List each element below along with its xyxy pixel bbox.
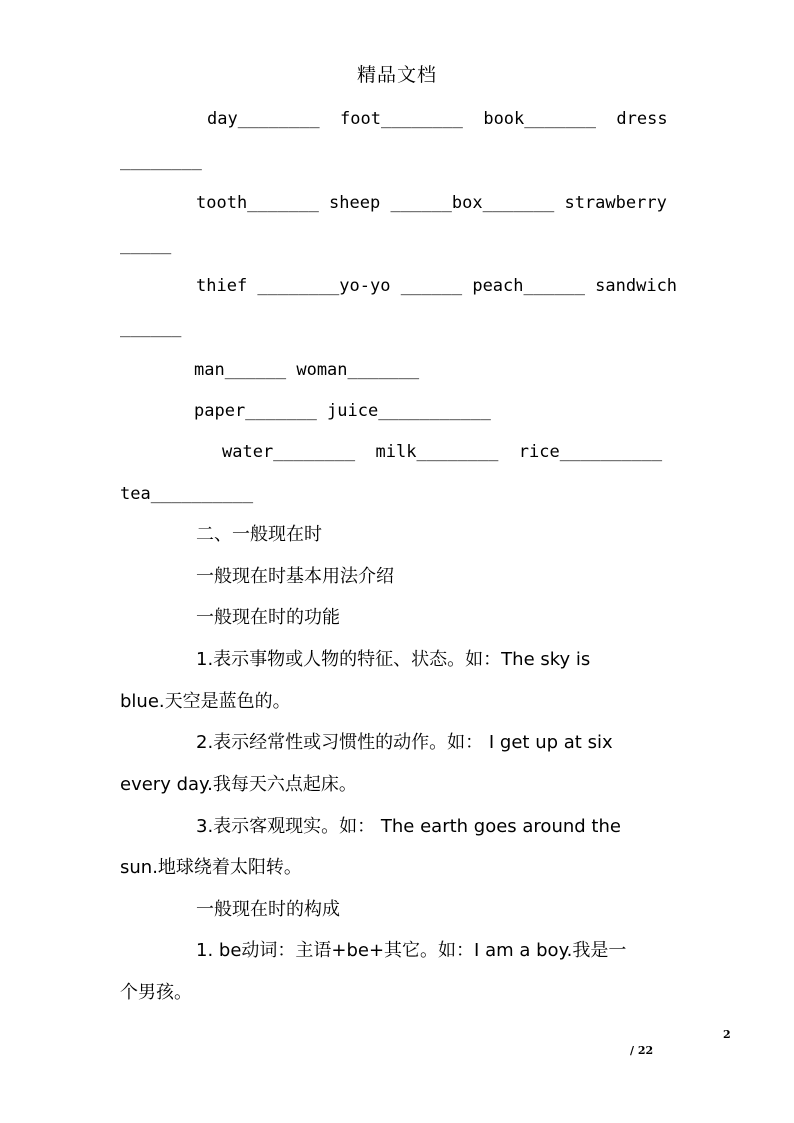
structure-heading: 一般现在时的构成 [196,899,340,920]
vocab-line-1: day________ foot________ book_______ dress [207,109,668,129]
structure-item-1-cont: 个男孩。 [120,982,192,1003]
document-header-title: 精品文档 [356,64,437,86]
function-item-3-cont: sun.地球绕着太阳转。 [120,857,302,878]
page-number: 2 [723,1028,731,1041]
page-total: / 22 [630,1044,654,1057]
function-item-2: 2.表示经常性或习惯性的动作。如： I get up at six [196,732,613,753]
function-item-3: 3.表示客观现实。如： The earth goes around the [196,816,621,837]
vocab-line-4: man______ woman_______ [194,360,420,380]
vocab-line-2-cont: _____ [120,235,172,255]
function-heading: 一般现在时的功能 [196,607,340,628]
section-heading: 二、一般现在时 [196,524,322,545]
vocab-line-2: tooth_______ sheep ______box_______ strawberry [196,193,667,213]
function-item-1-cont: blue.天空是蓝色的。 [120,691,291,712]
vocab-line-6: water________ milk________ rice__________ [222,442,663,462]
vocab-line-5: paper_______ juice___________ [194,401,491,421]
vocab-line-3-cont: ______ [120,318,182,338]
vocab-line-3: thief ________yo-yo ______ peach______ sandwich [196,276,678,296]
subsection-heading: 一般现在时基本用法介绍 [196,566,394,587]
function-item-2-cont: every day.我每天六点起床。 [120,774,357,795]
function-item-1: 1.表示事物或人物的特征、状态。如：The sky is [196,649,591,670]
vocab-line-1-cont: ________ [120,151,202,171]
structure-item-1: 1. be动词：主语+be+其它。如：I am a boy.我是一 [196,940,627,961]
vocab-line-6-cont: tea__________ [120,484,254,504]
